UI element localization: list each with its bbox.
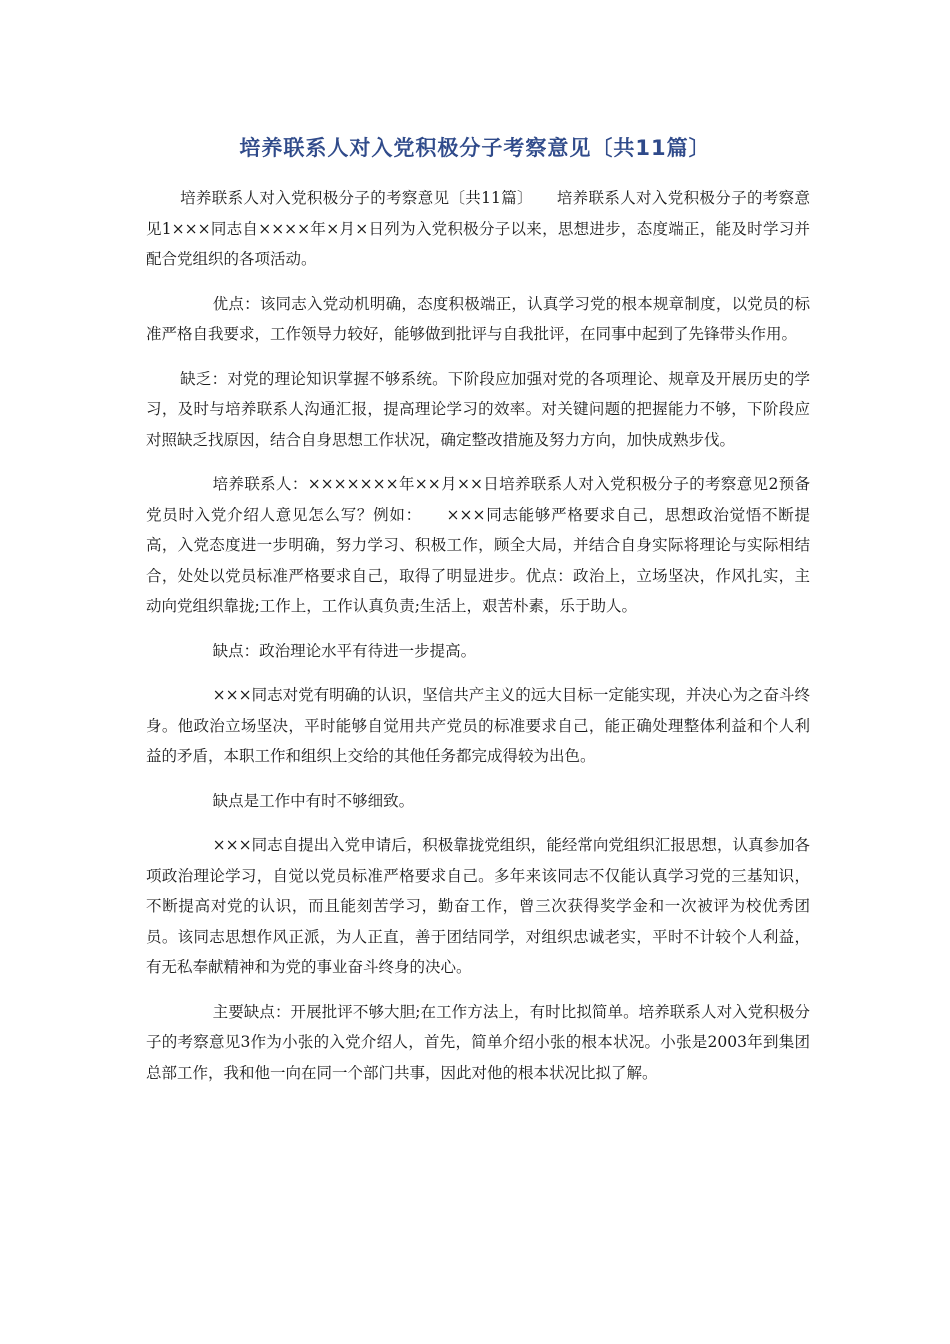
document-body	[146, 183, 810, 1102]
paragraph-application-record: ×××同志自提出入党申请后，积极靠拢党组织，能经常向党组织汇报思想，认真参加各项政治理论学习，自觉以党员标准严格要求自己。多年来该同志不仅能认真学习党的三基知识，不断提高对党的认识，而且能刻苦学习，勤奋工作，曾三次获得奖学金和一次被评为校优秀团员。该同志思想作风正派，为人正直，善于团结同学，对组织忠诚老实，平时不计较个人利益，有无私奉献精神和为党的事业奋斗终身的决心。	[146, 836, 810, 976]
paragraph-weakness-theory: 缺点：政治理论水平有待进一步提高。	[212, 641, 477, 660]
paragraph-shortcomings: 缺乏：对党的理论知识掌握不够系统。下阶段应加强对党的各项理论、规章及开展历史的学习，及时与培养联系人沟通汇报，提高理论学习的效率。对关键问题的把握能力不够，下阶段应对照缺乏找原因，结合自身思想工作状况，确定整改措施及努力方向，加快成熟步伐。	[146, 369, 810, 449]
paragraph-contact-opinion: 培养联系人：×××××××年××月××日培养联系人对入党积极分子的考察意见2预备党员时入党介绍人意见怎么写？例如： ×××同志能够严格要求自己，思想政治觉悟不断提高，入党态度进一步明确，努力学习、积极工作，顾全大局，并结合自身实际将理论与实际相结合，处处以党员标准严格要求自己，取得了明显进步。优点：政治上，立场坚决，作风扎实，主动向党组织靠拢;工作上，工作认真负责;生活上，艰苦朴素，乐于助人。	[146, 475, 810, 615]
paragraph-comrade-assessment: ×××同志对党有明确的认识，坚信共产主义的远大目标一定能实现，并决心为之奋斗终身。他政治立场坚决，平时能够自觉用共产党员的标准要求自己，能正确处理整体利益和个人利益的矛盾，本职工作和组织上交给的其他任务都完成得较为出色。	[146, 686, 810, 765]
document-title: 培养联系人对入党积极分子考察意见〔共11篇〕	[239, 136, 711, 160]
paragraph-strengths: 优点：该同志入党动机明确，态度积极端正，认真学习党的根本规章制度，以党员的标准严格自我要求，工作领导力较好，能够做到批评与自我批评，在同事中起到了先锋带头作用。	[146, 294, 810, 343]
paragraph-weakness-detail: 缺点是工作中有时不够细致。	[212, 791, 415, 810]
paragraph-main-weakness: 主要缺点：开展批评不够大胆;在工作方法上，有时比拟简单。培养联系人对入党积极分子的考察意见3作为小张的入党介绍人，首先，简单介绍小张的根本状况。小张是2003年到集团总部工作，我和他一向在同一个部门共事，因此对他的根本状况比拟了解。	[146, 1002, 810, 1082]
paragraph-intro: 培养联系人对入党积极分子的考察意见〔共11篇〕 培养联系人对入党积极分子的考察意见1×××同志自××××年×月×日列为入党积极分子以来，思想进步，态度端正，能及时学习并配合党组织的各项活动。	[146, 189, 810, 268]
